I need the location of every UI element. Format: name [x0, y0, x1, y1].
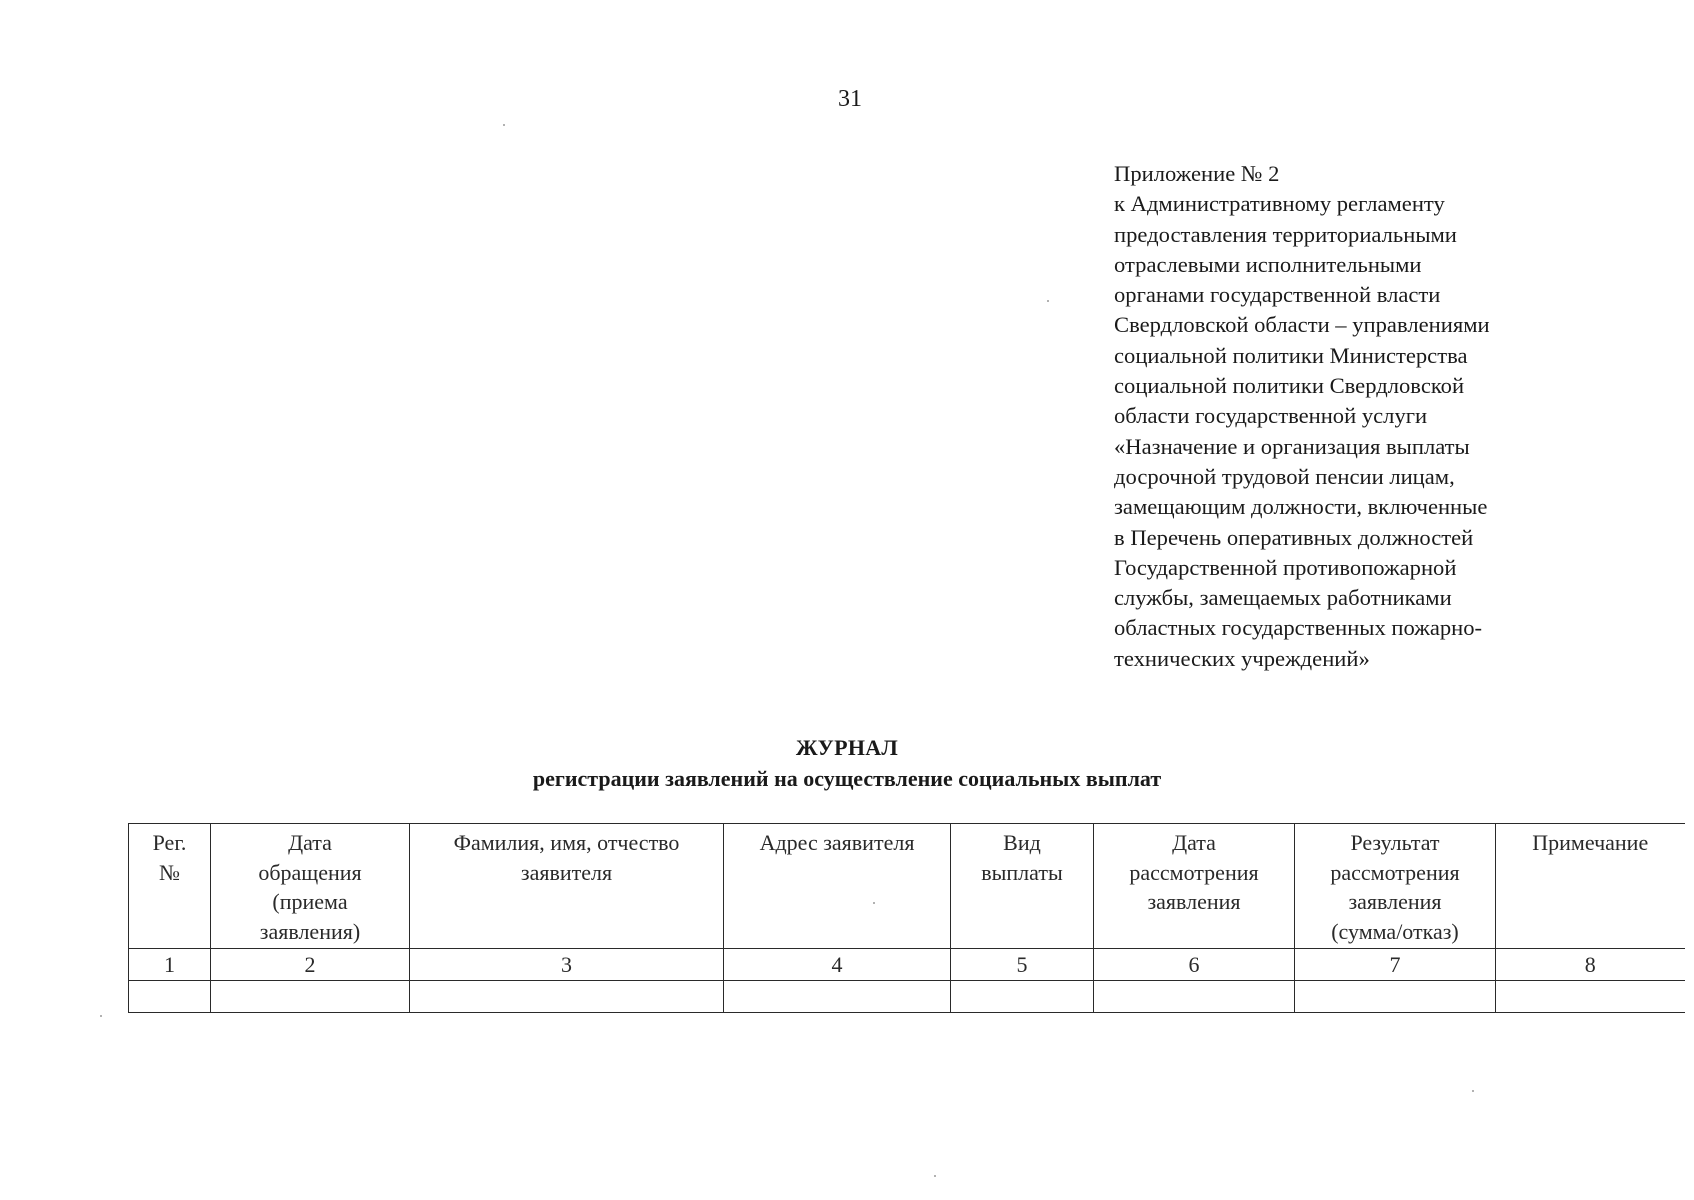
- appendix-line: досрочной трудовой пенсии лицам,: [1114, 463, 1455, 489]
- scan-speck: [873, 902, 875, 904]
- header-cell-applicant-name: Фамилия, имя, отчество заявителя: [410, 824, 724, 949]
- column-number-cell: 6: [1094, 949, 1295, 981]
- appendix-line: социальной политики Министерства: [1114, 342, 1468, 368]
- header-cell-applicant-address: Адрес заявителя: [724, 824, 951, 949]
- column-number-row: [129, 949, 1685, 981]
- empty-cell: [129, 981, 211, 1013]
- page-number: 31: [838, 86, 862, 112]
- appendix-line: предоставления территориальными: [1114, 221, 1457, 247]
- empty-cell: [1295, 981, 1496, 1013]
- header-cell-reg-number: Рег. №: [129, 824, 211, 949]
- column-number-cell: 2: [211, 949, 410, 981]
- appendix-line: областных государственных пожарно-: [1114, 615, 1483, 641]
- empty-table-row: [129, 981, 1685, 1013]
- column-number-cell: 1: [129, 949, 211, 981]
- empty-cell: [951, 981, 1094, 1013]
- header-cell-payment-type: Вид выплаты: [951, 824, 1094, 949]
- scan-speck: [503, 124, 505, 126]
- header-cell-review-result: Результат рассмотрения заявления (сумма/отказ): [1295, 824, 1496, 949]
- empty-cell: [410, 981, 724, 1013]
- journal-title: ЖУРНАЛ: [795, 735, 899, 760]
- column-number-cell: 3: [410, 949, 724, 981]
- empty-cell: [1496, 981, 1685, 1013]
- scan-speck: [1472, 1090, 1474, 1092]
- appendix-line: социальной политики Свердловской: [1114, 373, 1465, 399]
- scan-speck: [100, 1015, 102, 1017]
- appendix-line: Свердловской области – управлениями: [1114, 312, 1490, 338]
- scan-speck: [1047, 300, 1049, 302]
- column-number-cell: 8: [1496, 949, 1685, 981]
- empty-cell: [724, 981, 951, 1013]
- appendix-line: органами государственной власти: [1114, 282, 1441, 308]
- empty-cell: [211, 981, 410, 1013]
- table-header-row: [129, 824, 1685, 949]
- appendix-line: «Назначение и организация выплаты: [1114, 433, 1470, 459]
- appendix-line: к Административному регламенту: [1114, 191, 1445, 217]
- column-number-cell: 4: [724, 949, 951, 981]
- empty-cell: [1094, 981, 1295, 1013]
- header-cell-review-date: Дата рассмотрения заявления: [1094, 824, 1295, 949]
- appendix-line: в Перечень оперативных должностей: [1114, 524, 1474, 550]
- appendix-block: [1114, 159, 1584, 674]
- appendix-line: Государственной противопожарной: [1114, 554, 1457, 580]
- scan-speck: [934, 1175, 936, 1177]
- appendix-line: отраслевыми исполнительными: [1114, 251, 1422, 277]
- header-cell-note: Примечание: [1496, 824, 1685, 949]
- column-number-cell: 5: [951, 949, 1094, 981]
- journal-subtitle: регистрации заявлений на осуществление социальных выплат: [532, 766, 1162, 791]
- appendix-line: службы, замещаемых работниками: [1114, 585, 1452, 611]
- column-number-cell: 7: [1295, 949, 1496, 981]
- journal-table: [128, 823, 1685, 1013]
- appendix-line: замещающим должности, включенные: [1114, 494, 1488, 520]
- appendix-line: технических учреждений»: [1114, 645, 1370, 671]
- header-cell-application-date: Дата обращения (приема заявления): [211, 824, 410, 949]
- appendix-line: Приложение № 2: [1114, 161, 1280, 186]
- appendix-line: области государственной услуги: [1114, 403, 1428, 429]
